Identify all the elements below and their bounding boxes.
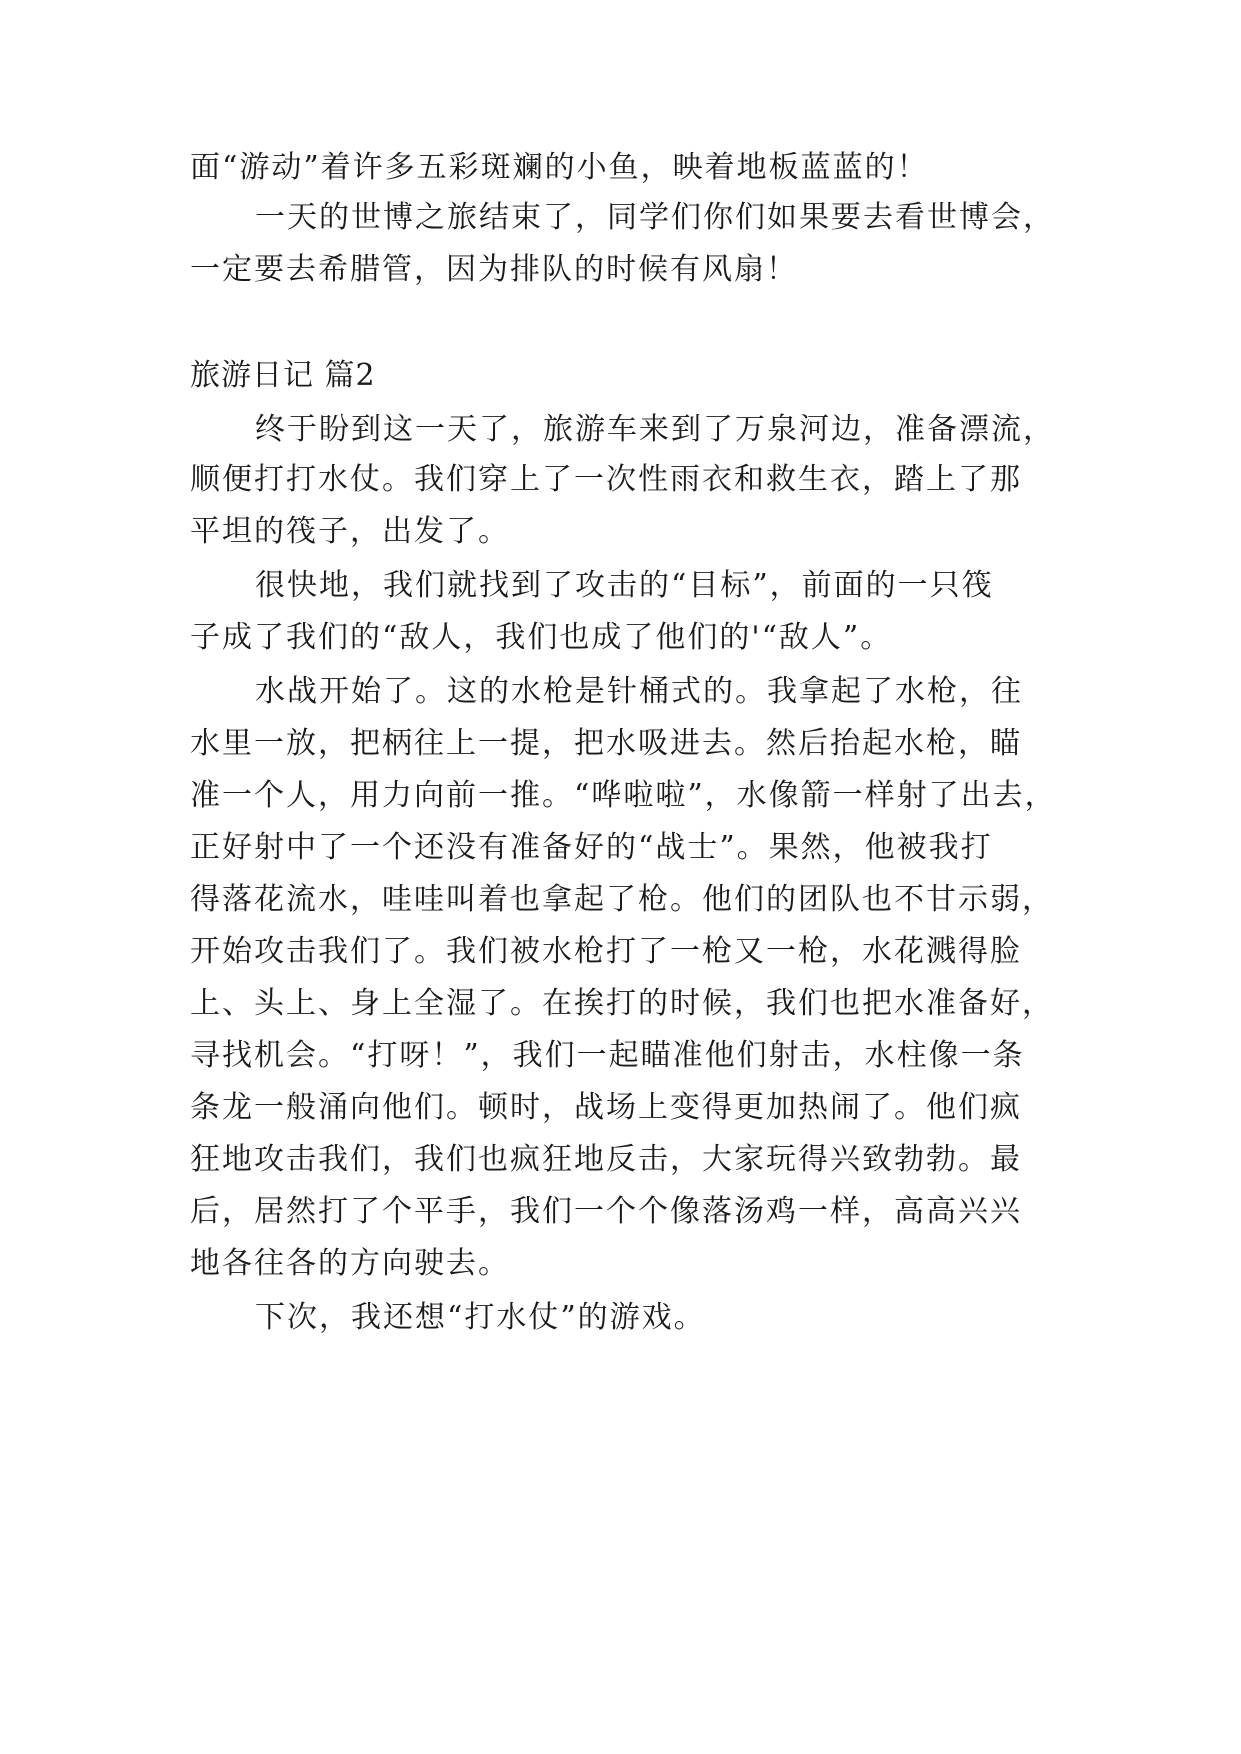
paragraph-line: 面“游动”着许多五彩斑斓的小鱼，映着地板蓝蓝的！ [190,150,929,185]
paragraph-line: 子成了我们的“敌人，我们也成了他们的'“敌人”。 [190,620,893,655]
paragraph-line: 下次，我还想“打水仗”的游戏。 [255,1300,706,1335]
paragraph-line: 开始攻击我们了。我们被水枪打了一枪又一枪，水花溅得脸 [190,934,1022,969]
paragraph-line: 寻找机会。“打呀！”，我们一起瞄准他们射击，水柱像一条 [190,1038,1025,1073]
paragraph-line: 地各往各的方向驶去。 [190,1246,510,1281]
paragraph-line: 很快地，我们就找到了攻击的“目标”，前面的一只筏 [255,568,994,603]
paragraph-line: 得落花流水，哇哇叫着也拿起了枪。他们的团队也不甘示弱， [190,882,1054,917]
paragraph-line: 一定要去希腊管，因为排队的时候有风扇！ [190,252,798,287]
paragraph-line: 水战开始了。这的水枪是针桶式的。我拿起了水枪，往 [255,674,1023,709]
paragraph-line: 一天的世博之旅结束了，同学们你们如果要去看世博会， [255,200,1055,235]
paragraph-line: 后，居然打了个平手，我们一个个像落汤鸡一样，高高兴兴 [190,1194,1022,1229]
paragraph-line: 狂地攻击我们，我们也疯狂地反击，大家玩得兴致勃勃。最 [190,1142,1022,1177]
paragraph-line: 准一个人，用力向前一推。“哗啦啦”，水像箭一样射了出去， [190,778,1057,813]
paragraph-line: 正好射中了一个还没有准备好的“战士”。果然，他被我打 [190,830,993,865]
paragraph-line: 平坦的筏子，出发了。 [190,514,510,549]
paragraph-line: 顺便打打水仗。我们穿上了一次性雨衣和救生衣，踏上了那 [190,462,1022,497]
paragraph-line: 上、头上、身上全湿了。在挨打的时候，我们也把水准备好， [190,986,1054,1021]
section-title: 旅游日记 篇2 [190,358,376,393]
paragraph-line: 终于盼到这一天了，旅游车来到了万泉河边，准备漂流， [255,412,1055,447]
paragraph-line: 条龙一般涌向他们。顿时，战场上变得更加热闹了。他们疯 [190,1090,1022,1125]
paragraph-line: 水里一放，把柄往上一提，把水吸进去。然后抬起水枪，瞄 [190,726,1022,761]
